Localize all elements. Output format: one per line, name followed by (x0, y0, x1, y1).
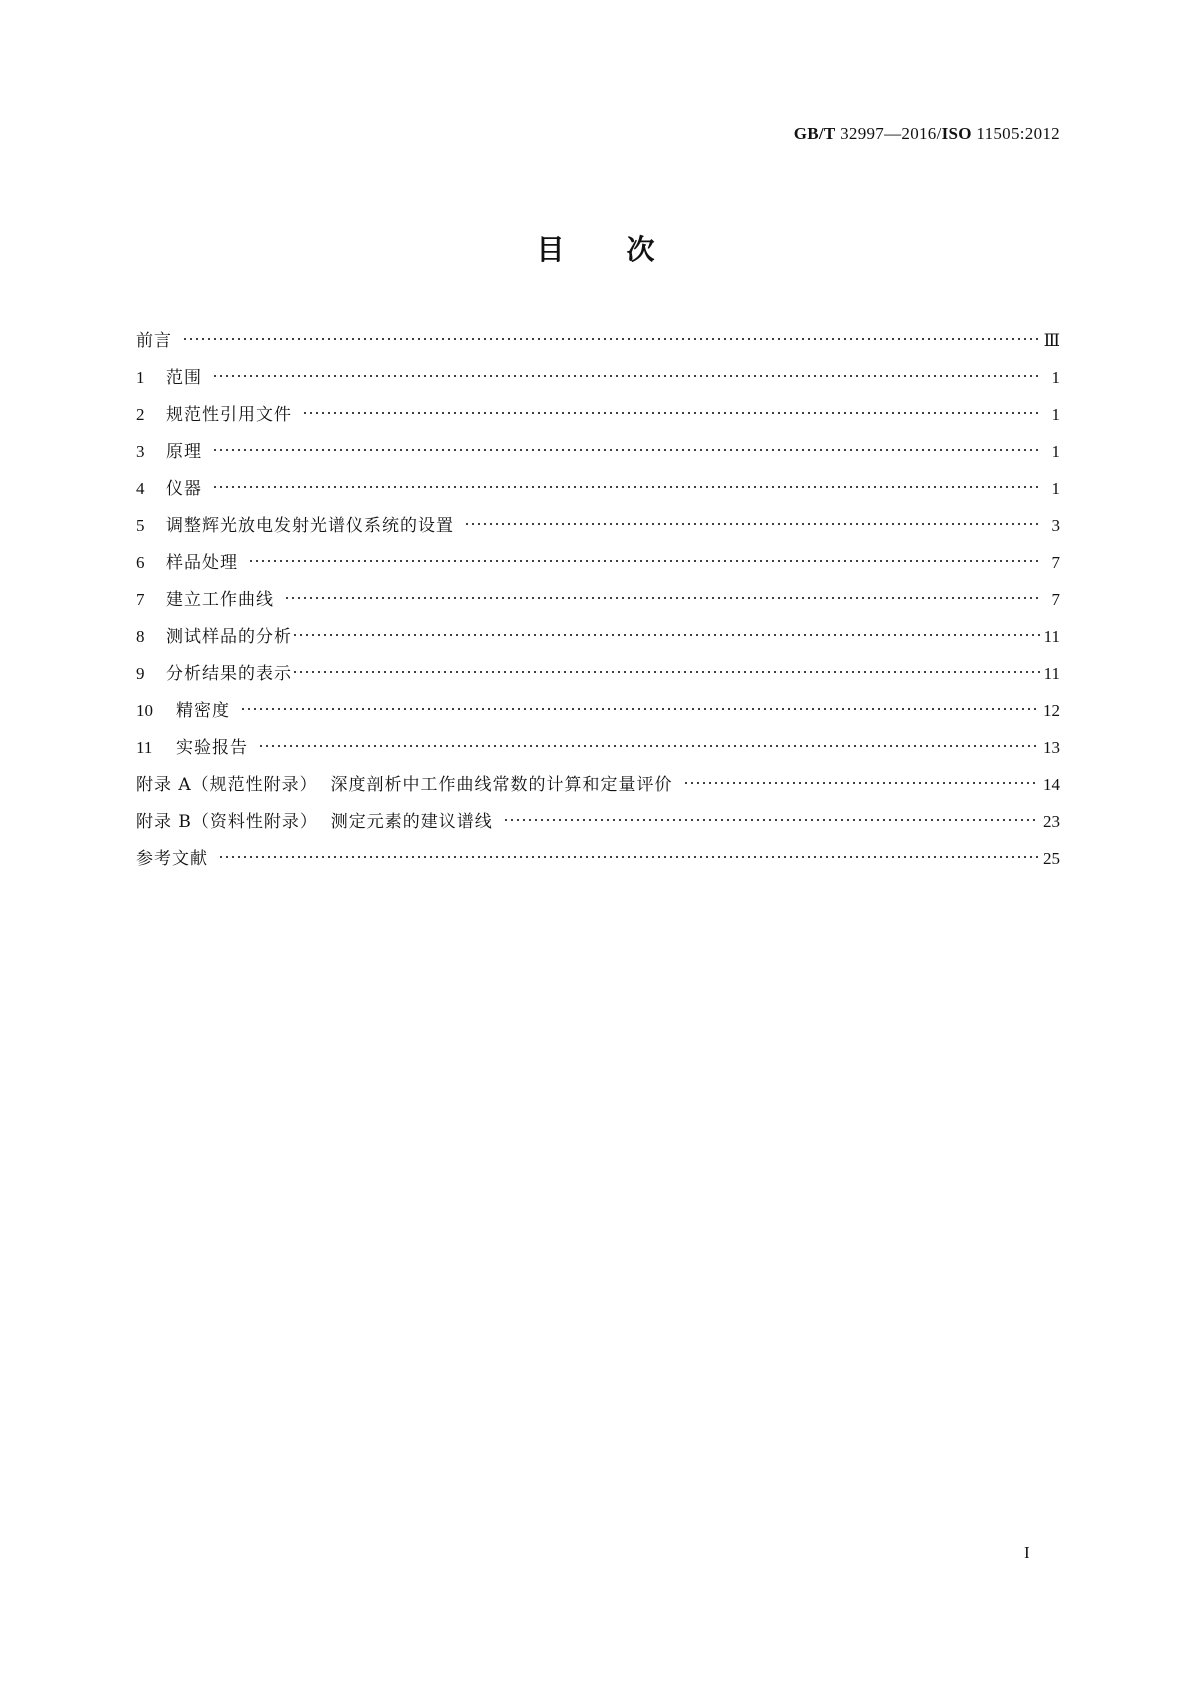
toc-entry[interactable] (136, 400, 1060, 437)
toc-page-number: 13 (1043, 738, 1060, 757)
toc-entry[interactable] (136, 659, 1060, 696)
toc-entry[interactable] (136, 511, 1060, 548)
toc-entry[interactable] (136, 622, 1060, 659)
toc-entry[interactable] (136, 474, 1060, 511)
toc-dot-leader (182, 328, 1040, 348)
toc-entry[interactable] (136, 585, 1060, 622)
toc-entry-number: 10 (136, 701, 153, 720)
toc-dot-leader (212, 476, 1042, 496)
toc-dot-leader (212, 365, 1042, 385)
toc-entry-number: 6 (136, 553, 145, 572)
toc-entry[interactable] (136, 548, 1060, 585)
toc-page-number: 14 (1043, 775, 1060, 794)
toc-entry-title: 测试样品的分析 (166, 627, 292, 647)
toc-dot-leader (683, 772, 1040, 792)
toc-entry-number: 7 (136, 590, 145, 609)
toc-entry-title: 分析结果的表示 (166, 664, 292, 684)
toc-page-number: 7 (1051, 553, 1060, 572)
toc-entry-number: 5 (136, 516, 145, 535)
toc-entry[interactable] (136, 437, 1060, 474)
page-title (0, 228, 1191, 268)
standard-code-header (794, 124, 1060, 144)
toc-entry-title: 参考文献 (136, 849, 208, 869)
toc-entry-title: 规范性引用文件 (166, 405, 292, 425)
toc-entry[interactable] (136, 770, 1060, 807)
toc-page-number: 1 (1051, 405, 1060, 424)
footer-page-number: I (1024, 1543, 1030, 1562)
toc-entry-number: 9 (136, 664, 145, 683)
toc-page-number: 1 (1051, 368, 1060, 387)
toc-page-number: 1 (1051, 442, 1060, 461)
toc-entry-title: 建立工作曲线 (166, 590, 274, 610)
toc-page-number: 11 (1043, 664, 1060, 683)
toc-entry-number: 8 (136, 627, 145, 646)
toc-page-number: 23 (1043, 812, 1060, 831)
toc-entry[interactable] (136, 696, 1060, 733)
toc-entry-title: 前言 (136, 331, 172, 351)
toc-entry-title: 实验报告 (176, 738, 248, 758)
toc-dot-leader (240, 698, 1039, 718)
toc-entry[interactable] (136, 807, 1060, 844)
toc-entry-title: 原理 (166, 442, 202, 462)
table-of-contents (136, 326, 1060, 881)
standard-code-part: 32997—2016/ (835, 124, 942, 143)
standard-code-part: 11505:2012 (971, 124, 1060, 143)
toc-page-number: 25 (1043, 849, 1060, 868)
toc-entry-number: 1 (136, 368, 145, 387)
toc-entry-number: 3 (136, 442, 145, 461)
standard-code-part: ISO (941, 124, 972, 143)
toc-entry[interactable] (136, 733, 1060, 770)
toc-entry-title: 调整辉光放电发射光谱仪系统的设置 (166, 516, 454, 536)
toc-page-number: Ⅲ (1043, 331, 1060, 350)
page-title-char: 次 (626, 233, 655, 266)
toc-entry-title: 样品处理 (166, 553, 238, 573)
toc-entry-title: 精密度 (176, 701, 230, 721)
toc-entry-title: 附录 B（资料性附录） 测定元素的建议谱线 (136, 812, 493, 832)
toc-entry-title: 仪器 (166, 479, 202, 499)
toc-dot-leader (212, 439, 1042, 459)
toc-dot-leader (302, 402, 1042, 422)
toc-dot-leader (284, 587, 1042, 607)
toc-entry-number: 4 (136, 479, 145, 498)
page-title-char: 目 (536, 233, 565, 266)
toc-dot-leader (292, 624, 1040, 644)
standard-code-part: GB/T (793, 124, 836, 143)
toc-entry-title: 附录 A（规范性附录） 深度剖析中工作曲线常数的计算和定量评价 (136, 775, 673, 795)
toc-dot-leader (218, 846, 1039, 866)
toc-page-number: 1 (1051, 479, 1060, 498)
toc-entry[interactable] (136, 844, 1060, 881)
toc-entry[interactable] (136, 326, 1060, 363)
toc-entry-number: 2 (136, 405, 145, 424)
toc-dot-leader (503, 809, 1039, 829)
toc-dot-leader (292, 661, 1040, 681)
toc-page-number: 7 (1051, 590, 1060, 609)
toc-dot-leader (248, 550, 1042, 570)
toc-entry-number: 11 (136, 738, 153, 757)
toc-dot-leader (258, 735, 1039, 755)
toc-page-number: 12 (1043, 701, 1060, 720)
toc-entry-title: 范围 (166, 368, 202, 388)
toc-entry[interactable] (136, 363, 1060, 400)
toc-page-number: 3 (1051, 516, 1060, 535)
toc-dot-leader (464, 513, 1042, 533)
toc-page-number: 11 (1043, 627, 1060, 646)
